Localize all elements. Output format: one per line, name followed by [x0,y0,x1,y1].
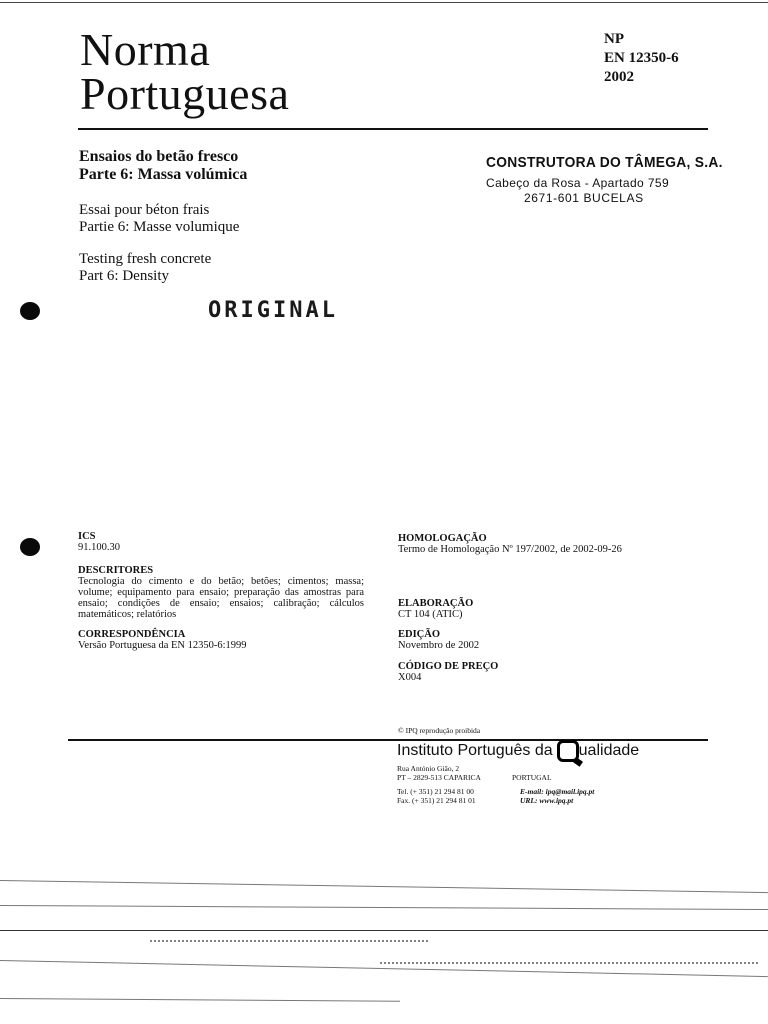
stamp-company-name: CONSTRUTORA DO TÂMEGA, S.A. [486,154,723,171]
subject-portuguese [79,148,247,184]
ics-section [78,531,364,553]
standard-prefix: NP [604,31,624,47]
homologacao-label: HOMOLOGAÇÃO [398,533,487,544]
institute-email: E-mail: ipq@mail.ipq.pt [520,787,595,796]
header-divider [78,128,708,130]
codigo-value: X004 [398,672,422,683]
scan-artifact-dashes [380,962,760,964]
title-line-2: Portuguesa [80,68,290,119]
subject-french [79,202,239,236]
descritores-label: DESCRITORES [78,565,154,576]
codigo-preco-section [398,661,698,683]
descritores-value: Tecnologia do cimento e do betão; betões; cimentos; massa; volume; equipamento para ensaio; preparação das amostras para ensaio; condições de ensaio; ensaios; calibração; cálculos matemáticos; relatórios [78,576,364,620]
stamp-address-line-2: 2671-601 BUCELAS [524,191,644,205]
ics-value: 91.100.30 [78,542,120,553]
title-line-1: Norma [80,24,211,75]
institute-fax: Fax. (+ 351) 21 294 81 01 [397,796,476,805]
copyright-notice: © IPQ reprodução proibida [398,726,481,735]
institute-url: URL: www.ipq.pt [520,796,574,805]
ics-label: ICS [78,531,96,542]
institute-country: PORTUGAL [512,773,552,782]
scan-artifact-dashes [150,940,430,942]
homologacao-value: Termo de Homologação Nº 197/2002, de 2002-09-26 [398,544,622,555]
institute-street: Rua António Gião, 2 [397,764,460,773]
correspondencia-label: CORRESPONDÊNCIA [78,629,186,640]
elaboracao-section [398,598,698,620]
subject-english [79,251,211,285]
standard-number: EN 12350-6 [604,50,679,66]
homologacao-section [398,533,698,555]
institute-name-suffix: ualidade [578,742,640,759]
institute-postal: PT – 2829-513 CAPARICA [397,773,481,782]
codigo-label: CÓDIGO DE PREÇO [398,661,499,672]
subject-en-line-1: Testing fresh concrete [79,251,212,267]
punch-hole-icon [20,538,40,556]
subject-fr-line-2: Partie 6: Masse volumique [79,219,240,235]
descritores-section [78,565,364,620]
top-border [0,2,768,3]
standard-code [604,30,679,87]
punch-hole-icon [20,302,40,320]
elaboracao-value: CT 104 (ATIC) [398,609,463,620]
elaboracao-label: ELABORAÇÃO [398,598,474,609]
subject-pt-line-1: Ensaios do betão fresco [79,148,239,165]
subject-fr-line-1: Essai pour béton frais [79,202,210,218]
institute-tel: Tel. (+ 351) 21 294 81 00 [397,787,474,796]
subject-en-line-2: Part 6: Density [79,268,169,284]
institute-name-prefix: Instituto Português da [397,742,553,759]
company-stamp [486,154,743,205]
stamp-address-line-1: Cabeço da Rosa - Apartado 759 [486,176,670,190]
original-stamp: ORIGINAL [208,298,338,323]
scan-artifact-line [0,880,768,893]
ipq-q-logo-icon [557,740,579,762]
edicao-value: Novembro de 2002 [398,640,480,651]
scan-artifact-line [0,930,768,931]
document-title [80,24,290,119]
correspondencia-section [78,629,364,651]
subject-pt-line-2: Parte 6: Massa volúmica [79,166,248,183]
correspondencia-value: Versão Portuguesa da EN 12350-6:1999 [78,640,247,651]
scan-artifact-line [0,998,400,1002]
edicao-section [398,629,698,651]
institute-name [397,740,639,762]
edicao-label: EDIÇÃO [398,629,441,640]
standard-year: 2002 [604,69,634,85]
scan-artifact-line [0,905,768,910]
